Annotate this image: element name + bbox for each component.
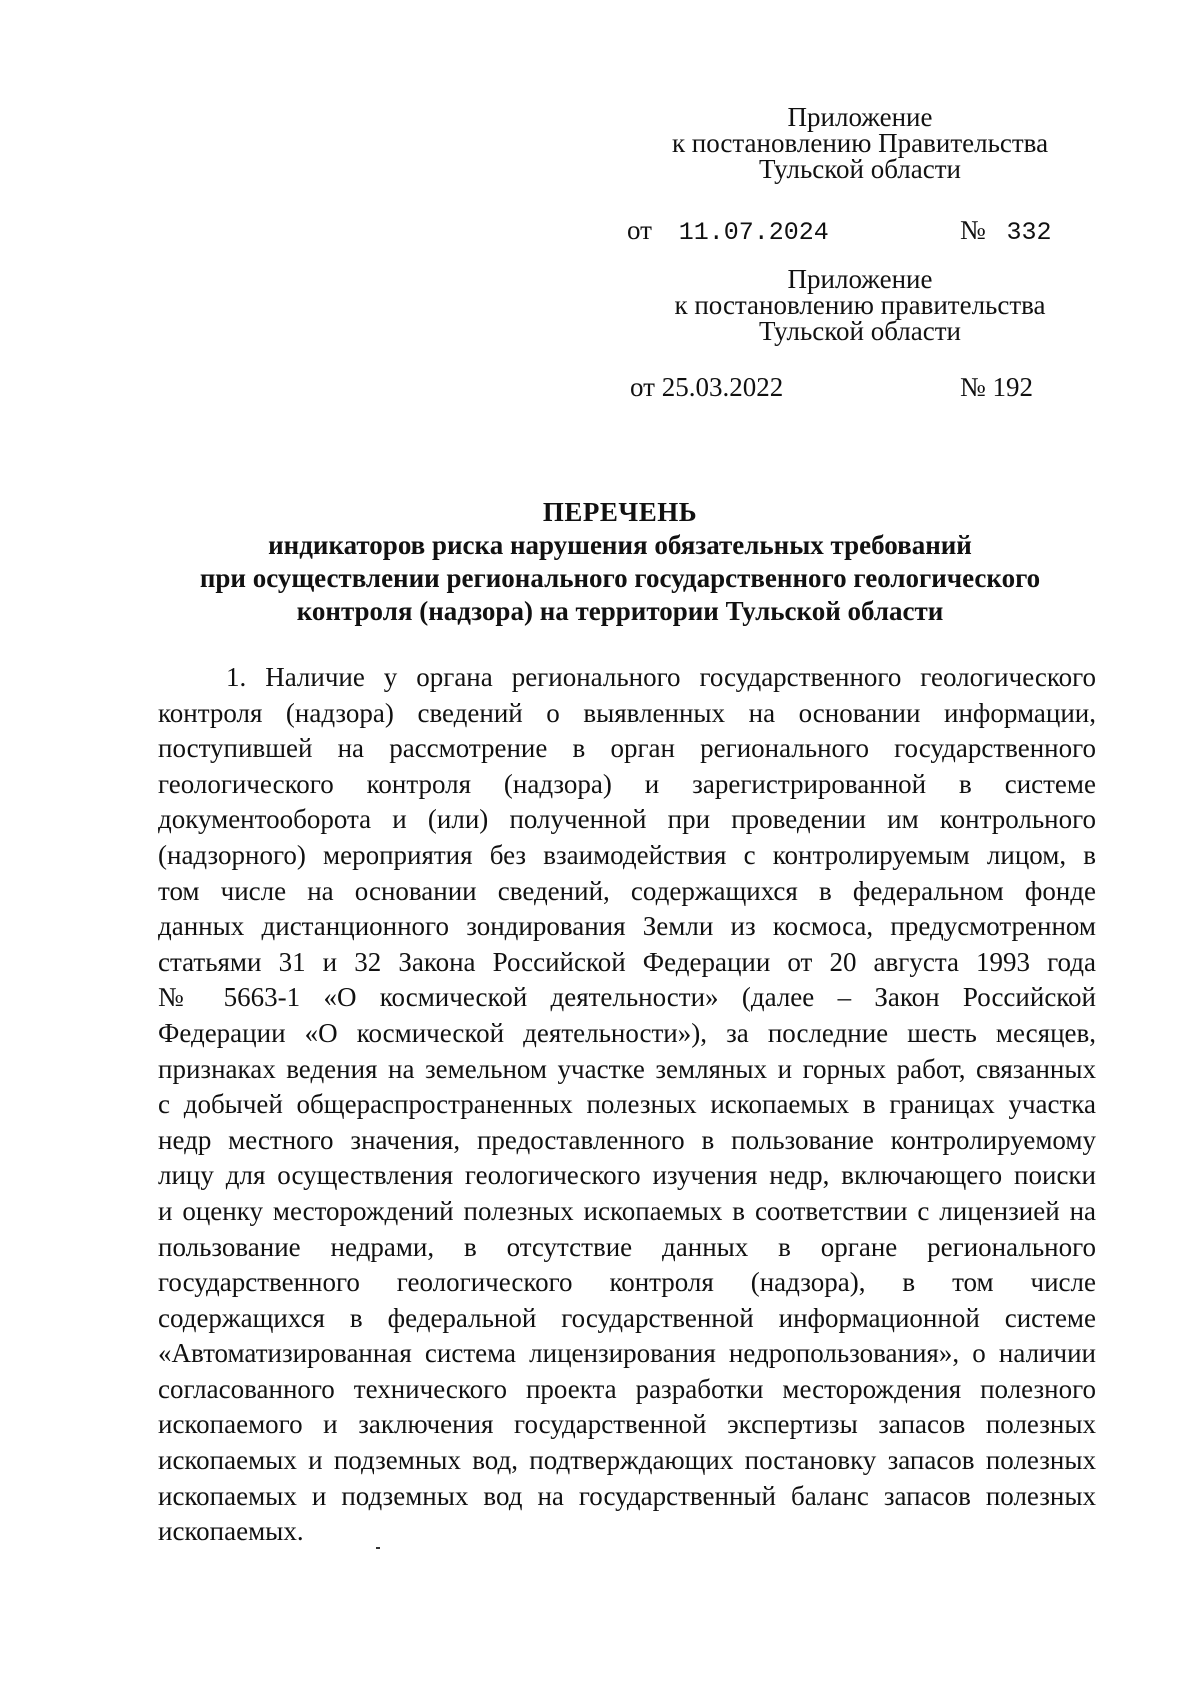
body-line: ископаемых. [158, 1516, 304, 1547]
date-prefix: от [627, 215, 652, 245]
body-line: № 5663-1 «О космической деятельности» (далее – Закон Российской [158, 982, 1096, 1013]
resolution-date: 11.07.2024 [678, 218, 829, 247]
paragraph-1 [158, 660, 1096, 1550]
body-line: согласованного технического проекта разработки месторождения полезного [158, 1373, 1096, 1404]
body-line: ископаемых и подземных вод, подтверждающих постановку запасов полезных [158, 1445, 1096, 1476]
title-main: ПЕРЕЧЕНЬ [542, 497, 698, 527]
body-line: «Автоматизированная система лицензирования недропользования», о наличии [158, 1338, 1096, 1369]
original-date: от 25.03.2022 [630, 372, 784, 402]
title-line: при осуществлении регионального государственного геологического [199, 563, 1041, 593]
body-line: с добычей общераспространенных полезных ископаемых в границах участка [158, 1089, 1096, 1120]
appendix-region: Тульской области [759, 316, 961, 346]
body-line: ископаемых и подземных вод на государственный баланс запасов полезных [158, 1480, 1096, 1511]
body-line: том числе на основании сведений, содержащихся в федеральном фонде [158, 875, 1096, 906]
body-line: Федерации «О космической деятельности»), за последние шесть месяцев, [158, 1017, 1096, 1048]
body-line: 1. Наличие у органа регионального государственного геологического [226, 662, 1096, 692]
appendix-header-current [640, 104, 1080, 182]
appendix-resolution-ref: к постановлению Правительства [671, 128, 1049, 158]
scan-mark [376, 1547, 380, 1549]
appendix-region: Тульской области [759, 154, 961, 184]
body-line: поступившей на рассмотрение в орган регионального государственного [158, 733, 1096, 764]
document-title [160, 496, 1080, 628]
resolution-number: 332 [1006, 218, 1052, 247]
body-line: контроля (надзора) сведений о выявленных на основании информации, [158, 697, 1096, 728]
appendix-resolution-ref: к постановлению правительства [674, 290, 1046, 320]
title-line: контроля (надзора) на территории Тульской области [296, 596, 944, 626]
body-line: признаках ведения на земельном участке земляных и горных работ, связанных [158, 1053, 1096, 1084]
appendix-label: Приложение [787, 264, 933, 294]
appendix-label: Приложение [787, 102, 933, 132]
body-line: содержащихся в федеральной государственной информационной системе [158, 1302, 1096, 1333]
body-line: документооборота и (или) полученной при проведении им контрольного [158, 804, 1096, 835]
number-prefix: № [960, 215, 986, 245]
appendix-header-original [640, 266, 1080, 344]
body-line: (надзорного) мероприятия без взаимодействия с контролируемым лицом, в [158, 839, 1096, 870]
current-number-row [960, 215, 1052, 247]
body-line: геологического контроля (надзора) и зарегистрированной в системе [158, 768, 1096, 799]
body-line: и оценку месторождений полезных ископаемых в соответствии с лицензией на [158, 1195, 1096, 1226]
body-line: ископаемого и заключения государственной экспертизы запасов полезных [158, 1409, 1096, 1440]
current-date-row [627, 215, 829, 247]
body-line: недр местного значения, предоставленного в пользование контролируемому [158, 1124, 1096, 1155]
body-line: государственного геологического контроля (надзора), в том числе [158, 1267, 1096, 1298]
body-line: данных дистанционного зондирования Земли из космоса, предусмотренном [158, 911, 1096, 942]
original-number: № 192 [960, 372, 1034, 402]
body-line: пользование недрами, в отсутствие данных в органе регионального [158, 1231, 1096, 1262]
body-line: лицу для осуществления геологического изучения недр, включающего поиски [158, 1160, 1096, 1191]
title-line: индикаторов риска нарушения обязательных требований [268, 530, 972, 560]
body-line: статьями 31 и 32 Закона Российской Федерации от 20 августа 1993 года [158, 946, 1096, 977]
